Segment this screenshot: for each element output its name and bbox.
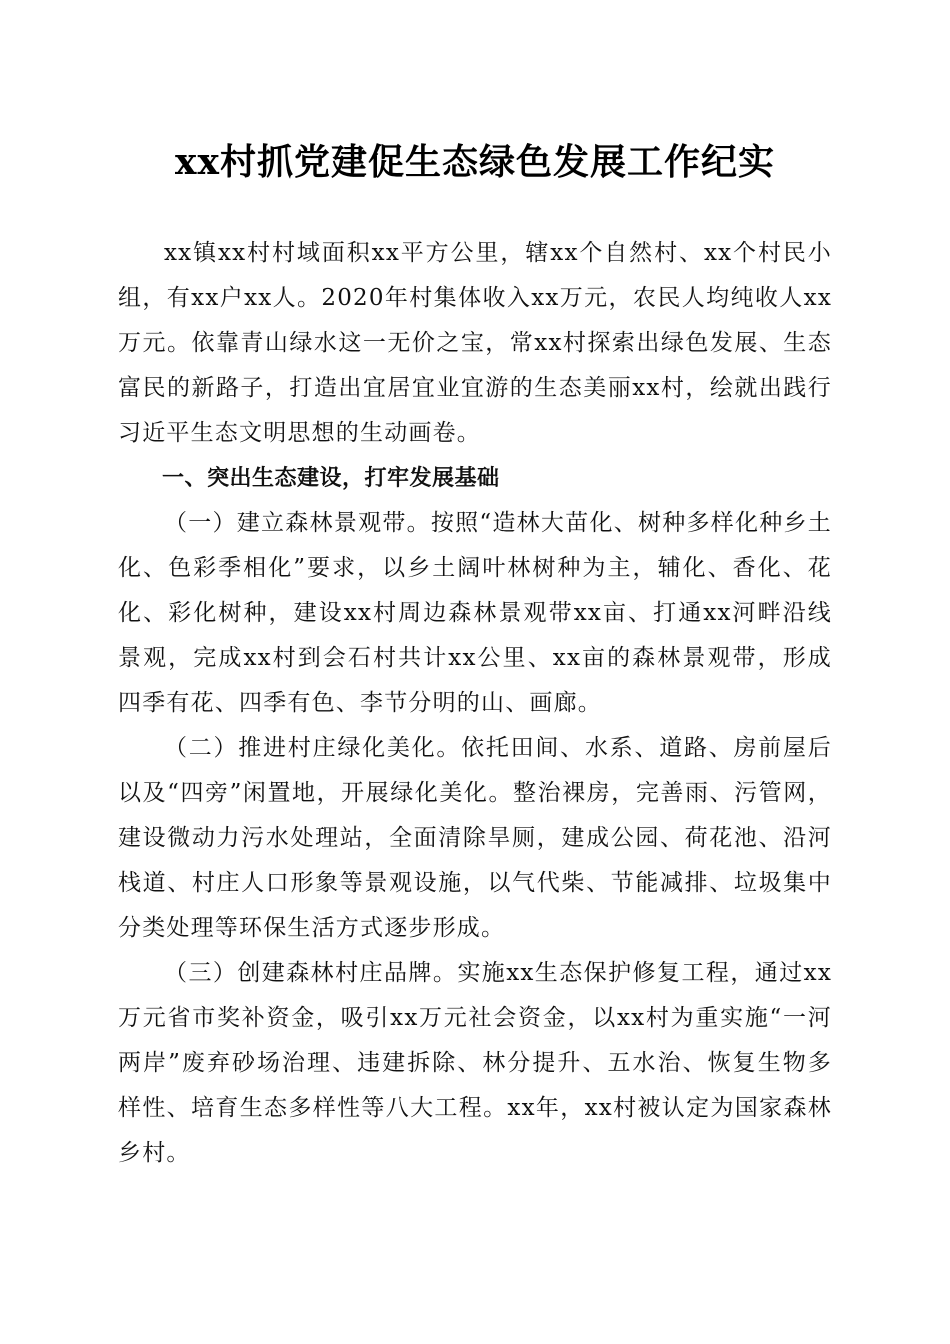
document-body bbox=[118, 231, 832, 1176]
paragraph-village-greening: （二）推进村庄绿化美化。依托田间、水系、道路、房前屋后以及“四旁”闲置地，开展绿化美化。整治裸房，完善雨、污管网，建设微动力污水处理站，全面清除旱厕，建成公园、荷花池、沿河栈道、村庄人口形象等景观设施，以气代柴、节能减排、垃圾集中分类处理等环保生活方式逐步形成。 bbox=[118, 735, 832, 941]
paragraph-intro: xx镇xx村村域面积xx平方公里，辖xx个自然村、xx个村民小组，有xx户xx人。2020年村集体收入xx万元，农民人均纯收人xx万元。依靠青山绿水这一无价之宝，常xx村探索出绿色发展、生态富民的新路子，打造出宜居宜业宜游的生态美丽xx村，绘就出践行习近平生态文明思想的生动画卷。 bbox=[118, 240, 832, 446]
paragraph-forest-village-brand: （三）创建森林村庄品牌。实施xx生态保护修复工程，通过xx万元省市奖补资金，吸引xx万元社会资金，以xx村为重实施“一河两岸”废弃砂场治理、违建拆除、林分提升、五水治、恢复生物多样性、培育生态多样性等八大工程。xx年，xx村被认定为国家森林乡村。 bbox=[118, 960, 832, 1166]
document-title: xx村抓党建促生态绿色发展工作纪实 bbox=[175, 141, 775, 183]
section-heading-1: 一、突出生态建设，打牢发展基础 bbox=[162, 466, 500, 491]
paragraph-forest-belt: （一）建立森林景观带。按照“造林大苗化、树种多样化种乡土化、色彩季相化”要求，以乡土阔叶林树种为主，辅化、香化、花化、彩化树种，建设xx村周边森林景观带xx亩、打通xx河畔沿线景观，完成xx村到会石村共计xx公里、xx亩的森林景观带，形成四季有花、四季有色、李节分明的山、画廊。 bbox=[118, 510, 832, 716]
